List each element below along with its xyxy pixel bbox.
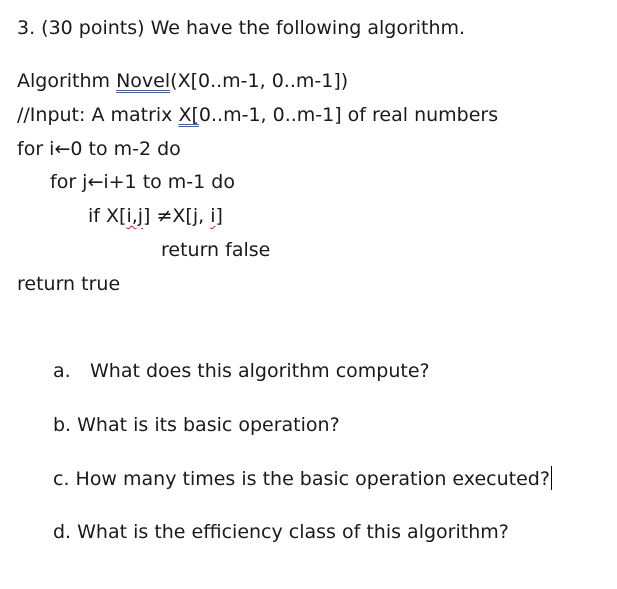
subquestion-c [53,466,552,491]
subquestion-c-text: c. How many times is the basic operation executed? [53,468,550,490]
algorithm-prefix: Algorithm [17,70,117,92]
outer-loop-line [17,137,181,161]
inner-loop-line [50,170,235,194]
subquestion-a [53,359,430,383]
return-true-text: return true [17,273,121,295]
if-middle: ] ≠X[j, [143,205,211,227]
return-false-line [161,238,270,262]
question-heading-text: 3. (30 points) We have the following algorithm. [17,17,466,39]
if-condition-line [88,204,223,228]
subquestion-a-text: What does this algorithm compute? [90,360,430,382]
algorithm-signature [17,69,348,93]
if-index-i: i [210,205,216,227]
text-cursor[interactable] [551,466,552,490]
return-false-text: return false [161,239,271,261]
input-matrix: X[ [178,104,199,126]
subquestion-d-text: d. What is the efficiency class of this algorithm? [53,521,509,543]
if-suffix: ] [215,205,223,227]
if-prefix: if X[ [88,205,127,227]
outer-loop-text: for i←0 to m-2 do [17,138,181,160]
input-comment [17,103,498,127]
question-heading [17,16,465,40]
subquestion-b [53,413,340,437]
algorithm-name: Novel [116,70,171,92]
algorithm-params: (X[0..m-1, 0..m-1]) [170,70,349,92]
input-rest: 0..m-1, 0..m-1] of real numbers [198,104,499,126]
if-index-ij: i,j [126,205,144,227]
subquestion-d [53,520,509,544]
subquestion-b-text: b. What is its basic operation? [53,414,340,436]
subquestion-a-marker: a. [53,360,71,382]
return-true-line [17,272,120,296]
input-prefix: //Input: A matrix [17,104,179,126]
inner-loop-text: for j←i+1 to m-1 do [50,171,235,193]
